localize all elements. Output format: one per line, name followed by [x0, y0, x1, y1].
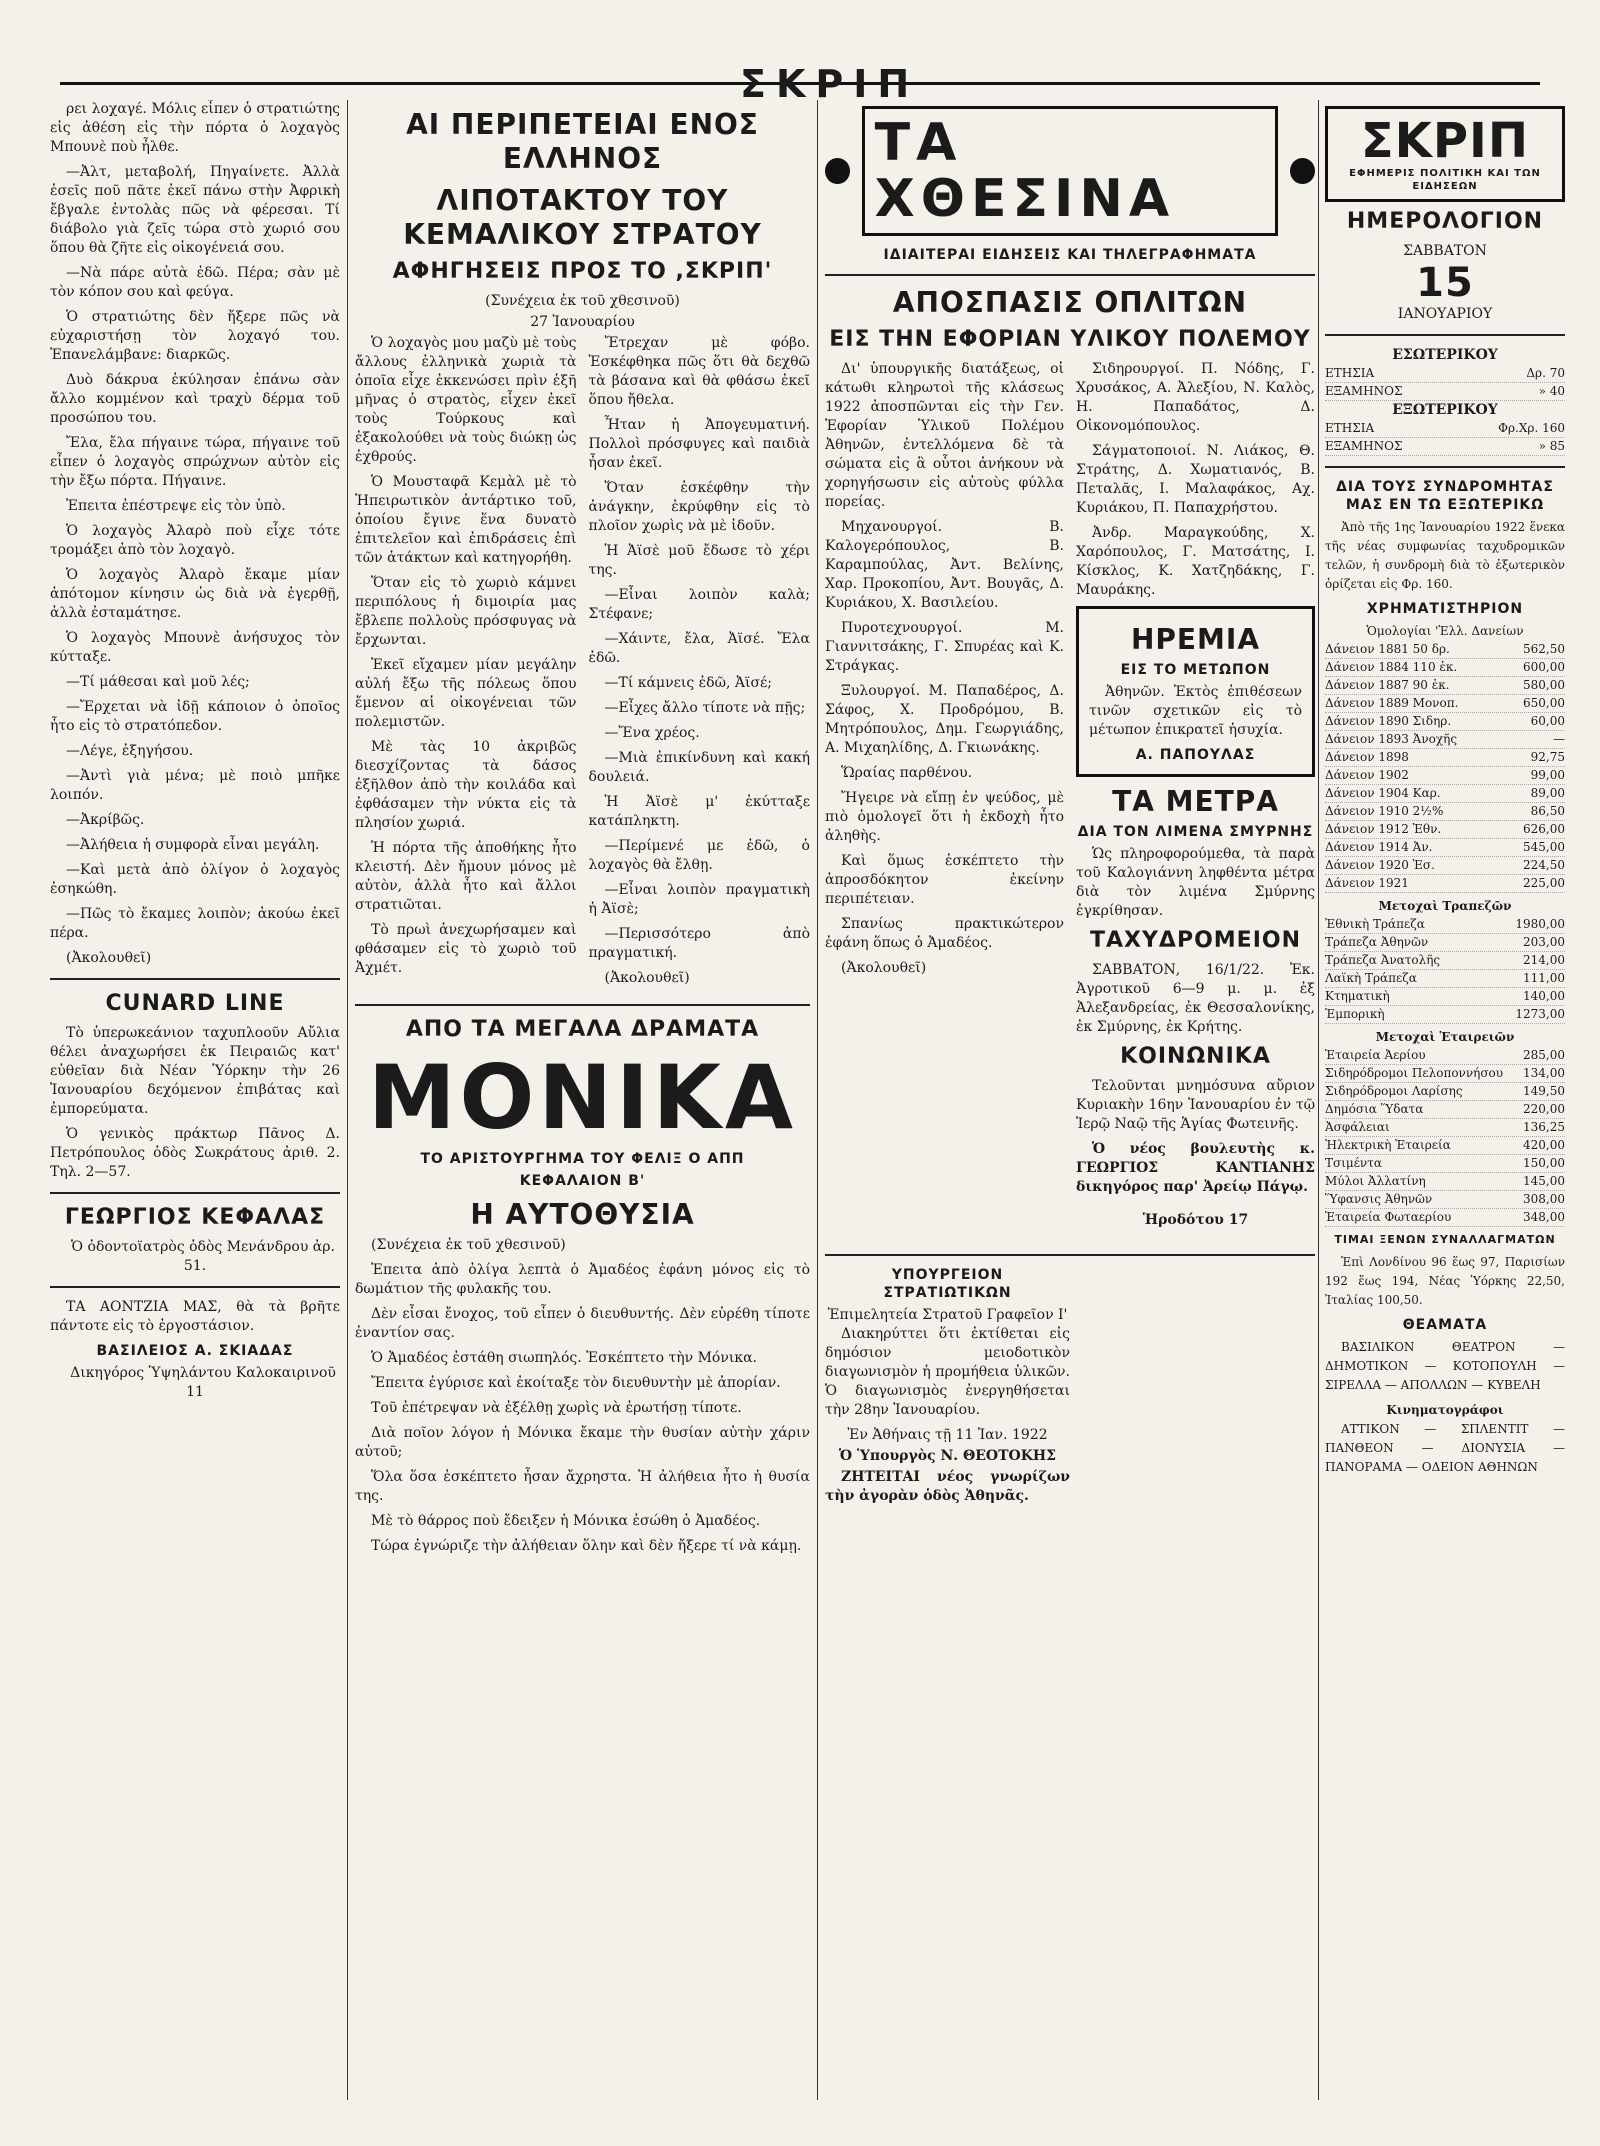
subscription-domestic: ΕΣΩΤΕΡΙΚΟΥ — [1392, 347, 1498, 363]
price-label: Σιδηρόδρομοι Λαρίσης — [1325, 1084, 1463, 1098]
price-label: ΕΤΗΣΙΑ — [1325, 421, 1375, 435]
price-row — [1325, 1101, 1565, 1119]
price-row — [1325, 934, 1565, 952]
paragraph: Ἔπειτα ἐγύρισε καὶ ἐκοίταξε τὸν διευθυντὴν μὲ ἀπορίαν. — [371, 1375, 781, 1391]
price-label: Δημόσια Ὕδατα — [1325, 1102, 1424, 1116]
price-label: Δάνειον 1889 Μονοπ. — [1325, 696, 1459, 710]
story-column-b — [589, 334, 811, 994]
price-row — [1325, 383, 1565, 401]
price-value: — — [1553, 732, 1565, 746]
bullet-icon — [825, 158, 850, 184]
paragraph: Ὁ λοχαγὸς Μπουνὲ ἀνήσυχος τὸν κύτταξε. — [50, 630, 340, 665]
price-label: Δάνειον 1914 Ἀν. — [1325, 840, 1433, 854]
price-label: ΕΞΑΜΗΝΟΣ — [1325, 384, 1403, 398]
divider — [50, 1192, 340, 1194]
market-subtitle: Ὁμολογίαι 'Ἑλλ. Δανείων — [1366, 624, 1524, 638]
paper-subtitle: ΕΦΗΜΕΡΙΣ ΠΟΛΙΤΙΚΗ ΚΑΙ ΤΩΝ ΕΙΔΗΣΕΩΝ — [1349, 168, 1541, 192]
ministry-title: ΥΠΟΥΡΓΕΙΟΝ ΣΤΡΑΤΙΩΤΙΚΩΝ — [883, 1267, 1012, 1301]
price-row — [1325, 749, 1565, 767]
price-label: Δάνειον 1890 Σιδηρ. — [1325, 714, 1452, 728]
paragraph: Μὲ τὰς 10 ἀκριβῶς διεσχίζοντας τὰ δάσος ἐξῆλθον ἀπὸ τὴν κοιλάδα καὶ ἐφθάσαμεν τὴν νύκτα εἰς τὰ πλησίον χωριά. — [355, 739, 577, 831]
price-label: Δάνειον 1881 50 δρ. — [1325, 642, 1450, 656]
paragraph: —Μιὰ ἐπικίνδυνη καὶ κακή δουλειά. — [588, 750, 810, 785]
paragraph: Ἐκεῖ εἴχαμεν μίαν μεγάλην αὐλή ἔξω τῆς πόλεως ὅπου ἔμενον αἱ οἰκογένειαι τῶν πολεμιστῶν. — [355, 657, 577, 730]
post-text: ΣΑΒΒΑΤΟΝ, 16/1/22. Ἐκ. Ἀγροτικοῦ 6—9 μ. μ. ἐξ Ἀλεξανδρείας, ἐκ Θεσσαλονίκης, ἐκ Σμύρνης, ἐκ Κρήτης. — [1076, 962, 1315, 1035]
price-value: 600,00 — [1523, 660, 1565, 674]
price-label: Τράπεζα Ἀνατολῆς — [1325, 953, 1441, 967]
box-front-subtitle: ΕΙΣ ΤΟ ΜΕΤΩΠΟΝ — [1120, 662, 1271, 678]
news-column-left — [825, 360, 1064, 1244]
price-label: Ἀσφάλειαι — [1325, 1120, 1390, 1134]
price-label: Δάνειον 1920 Ἐσ. — [1325, 858, 1435, 872]
paragraph: Ἦταν ἡ Ἀπογευματινή. Πολλοὶ πρόσφυγες καὶ παιδιὰ ἦσαν ἐκεῖ. — [588, 417, 810, 471]
ad-gloves-text: ΤΑ ΑΟΝΤΖΙΑ ΜΑΣ, θὰ τὰ βρῆτε πάντοτε εἰς τὸ ἐργοστάσιον. — [50, 1299, 340, 1334]
divider — [825, 1254, 1315, 1256]
paragraph: Μηχανουργοί. Β. Καλογερόπουλος, Β. Καραμπούλας, Ἀντ. Βελίνης, Χαρ. Προκοπίου, Ἀντ. Βουγᾶς, Δ. Κυριάκου, Χ. Βασιλείου. — [825, 519, 1064, 611]
divider — [50, 978, 340, 980]
bank-prices — [1325, 916, 1565, 1024]
exchange-title: ΤΙΜΑΙ ΞΕΝΩΝ ΣΥΝΑΛΛΑΓΜΑΤΩΝ — [1334, 1233, 1556, 1246]
section-subtitle: ΙΔΙΑΙΤΕΡΑΙ ΕΙΔΗΣΕΙΣ ΚΑΙ ΤΗΛΕΓΡΑΦΗΜΑΤΑ — [883, 247, 1257, 263]
price-row — [1325, 839, 1565, 857]
price-row — [1325, 1065, 1565, 1083]
drama-kicker: ΑΠΟ ΤΑ ΜΕΓΑΛΑ ΔΡΑΜΑΤΑ — [405, 1017, 760, 1042]
price-value: 285,00 — [1523, 1048, 1565, 1062]
price-value: 650,00 — [1523, 696, 1565, 710]
subscription-foreign-rates — [1325, 420, 1565, 456]
story-column-a — [355, 334, 577, 994]
paragraph: Ὥραίας παρθένου. — [841, 765, 973, 781]
calendar-day: ΣΑΒΒΑΤΟΝ — [1403, 243, 1487, 259]
paragraph: —Εἶναι λοιπὸν πραγματικὴ ἡ Ἀϊσὲ; — [588, 882, 810, 917]
price-value: 562,50 — [1523, 642, 1565, 656]
paragraph: Ἀνδρ. Μαραγκούδης, Χ. Χαρόπουλος, Γ. Ματσάτης, Ι. Κίσκλος, Κ. Χατζηδάκης, Γ. Μαυράκης. — [1076, 525, 1315, 598]
paragraph: —Περισσότερο ἀπὸ πραγματική. — [588, 926, 810, 961]
calendar-title: ΗΜΕΡΟΛΟΓΙΟΝ — [1346, 209, 1544, 234]
price-value: Δρ. 70 — [1526, 366, 1565, 380]
column-3 — [825, 100, 1315, 2130]
price-row — [1325, 785, 1565, 803]
theatre-text: ΒΑΣΙΛΙΚΟΝ ΘΕΑΤΡΟΝ — ΔΗΜΟΤΙΚΟΝ — ΚΟΤΟΠΟΥΛΗ — ΣΙΡΕΛΛΑ — ΑΠΟΛΛΩΝ — ΚΥΒΕΛΗ — [1325, 1340, 1565, 1392]
price-value: Φρ.Χρ. 160 — [1498, 421, 1565, 435]
paragraph: —Πῶς τὸ ἔκαμες λοιπὸν; ἀκούω ἐκεῖ πέρα. — [50, 906, 340, 941]
subscription-domestic-rates — [1325, 365, 1565, 401]
price-value: 1980,00 — [1515, 917, 1565, 931]
paragraph: —Τί μάθεσαι καὶ μοῦ λές; — [66, 674, 250, 690]
paragraph: —Εἶχες ἄλλο τίποτε νὰ πῇς; — [604, 700, 806, 716]
paragraph: Τοῦ ἐπέτρεψαν νὰ ἐξέλθῃ χωρὶς νὰ ἐρωτήσῃ τίποτε. — [371, 1400, 742, 1416]
headline-war-material: ΕΙΣ ΤΗΝ ΕΦΟΡΙΑΝ ΥΛΙΚΟΥ ΠΟΛΕΜΟΥ — [829, 327, 1311, 352]
paragraph: Ὁ στρατιώτης δὲν ἤξερε πῶς νὰ εὐχαριστήσῃ τὸν λοχαγό του. Ἐπανελάμβανε: διαρκῶς. — [50, 309, 340, 363]
paragraph: Ὁ λοχαγὸς Ἀλαρὸ ποὺ εἶχε τότε τρομάξει ἀπὸ τὸν λοχαγὸ. — [50, 523, 340, 558]
price-value: 1273,00 — [1515, 1007, 1565, 1021]
ministry-subtitle: Ἐπιμελητεία Στρατοῦ Γραφεῖον Ι' — [827, 1307, 1068, 1323]
price-label: Δάνειον 1912 Ἐθν. — [1325, 822, 1442, 836]
price-row — [1325, 970, 1565, 988]
price-row — [1325, 767, 1565, 785]
price-value: 134,00 — [1523, 1066, 1565, 1080]
price-value: » 85 — [1538, 439, 1565, 453]
paragraph: Ὅταν ἐσκέφθην τὴν ἀνάγκην, ἐκρύφθην εἰς τὸ πλοῖον χωρὶς νὰ μὲ ἰδοῦν. — [588, 480, 810, 534]
paragraph: Ἤγειρε νὰ εἴπῃ ἐν ψεύδος, μὲ πιὸ ὁμολογεῖ ὅτι ἡ ἐκδοχὴ ἦτο ἀληθὴς. — [825, 790, 1064, 844]
paragraph: Καὶ ὅμως ἐσκέπτετο τὴν ἀπροσδόκητον ἐκείνην περιπέτειαν. — [825, 853, 1064, 907]
price-row — [1325, 1083, 1565, 1101]
price-row — [1325, 1137, 1565, 1155]
paragraph: (Ἀκολουθεῖ) — [604, 970, 690, 986]
paragraph: (Ἀκολουθεῖ) — [66, 950, 152, 966]
price-value: 89,00 — [1530, 786, 1565, 800]
headline-adventures: ΑΙ ΠΕΡΙΠΕΤΕΙΑΙ ΕΝΟΣ ΕΛΛΗΝΟΣ — [406, 108, 759, 175]
price-row — [1325, 1047, 1565, 1065]
price-row — [1325, 875, 1565, 893]
society-prices — [1325, 1047, 1565, 1227]
paragraph: —Ἀντὶ γιὰ μένα; μὲ ποιὸ μπῆκε λοιπόν. — [50, 768, 340, 803]
box-front-title: ΗΡΕΜΙΑ — [1130, 623, 1261, 656]
market-title: ΧΡΗΜΑΤΙΣΤΗΡΙΟΝ — [1366, 601, 1524, 617]
price-label: Κτηματικὴ — [1325, 989, 1390, 1003]
section-header — [825, 100, 1315, 242]
price-label: Δάνειον 1902 — [1325, 768, 1409, 782]
price-row — [1325, 857, 1565, 875]
wanted-ad: ΖΗΤΕΙΤΑΙ νέος γνωρίζων τὴν ἀγορὰν ὁδὸς Ἀθηνᾶς. — [825, 1469, 1070, 1504]
divider — [1325, 334, 1565, 336]
price-label: ΕΤΗΣΙΑ — [1325, 366, 1375, 380]
conscript-lists — [1076, 360, 1315, 600]
paragraph: Διὰ ποῖον λόγον ἡ Μόνικα ἔκαμε τὴν θυσίαν αὐτὴν χάριν αὐτοῦ; — [355, 1425, 810, 1460]
social-text: Τελοῦνται μνημόσυνα αὔριον Κυριακὴν 16ην Ἰανουαρίου ἐν τῷ Ἱερῷ Ναῷ τῆς Ἁγίας Φωτεινῆς. — [1076, 1078, 1315, 1132]
column-rule — [347, 100, 348, 2100]
price-label: Λαϊκὴ Τράπεζα — [1325, 971, 1417, 985]
banks-title: Μετοχαὶ Τραπεζῶν — [1378, 899, 1512, 913]
theatre-title: ΘΕΑΜΑΤΑ — [1402, 1317, 1488, 1333]
headline-deserter: ΛΙΠΟΤΑΚΤΟΥ ΤΟΥ ΚΕΜΑΛΙΚΟΥ ΣΤΡΑΤΟΥ — [403, 184, 762, 251]
price-row — [1325, 1191, 1565, 1209]
price-row — [1325, 695, 1565, 713]
drama-chapter: ΚΕΦΑΛΑΙΟΝ Β' — [519, 1173, 646, 1189]
paragraph: —Καὶ μετὰ ἀπὸ ὀλίγον ὁ λοχαγὸς ἐσηκώθη. — [50, 862, 340, 897]
divider — [355, 1004, 810, 1006]
paragraph: Μὲ τὸ θάρρος ποὺ ἔδειξεν ἡ Μόνικα ἐσώθη ὁ Ἀμαδέος. — [371, 1513, 761, 1529]
price-value: 420,00 — [1523, 1138, 1565, 1152]
price-value: 545,00 — [1523, 840, 1565, 854]
divider — [1325, 466, 1565, 468]
ministry-notice — [825, 1266, 1070, 1506]
paragraph: (Συνέχεια ἐκ τοῦ χθεσινοῦ) — [371, 1237, 566, 1253]
price-label: Σιδηρόδρομοι Πελοποννήσου — [1325, 1066, 1504, 1080]
price-label: Ὕφανσις Ἀθηνῶν — [1325, 1192, 1433, 1206]
story-continuation — [50, 100, 340, 968]
price-row — [1325, 438, 1565, 456]
price-label: Τσιμέντα — [1325, 1156, 1382, 1170]
column-4 — [1325, 100, 1565, 2130]
price-row — [1325, 731, 1565, 749]
price-value: 145,00 — [1523, 1174, 1565, 1188]
paragraph: —Ἀλτ, μεταβολή, Πηγαίνετε. Ἀλλὰ ἐσεῖς ποῦ πᾶτε ἐκεῖ πάνω στὴν Ἀφρικὴ ἔβγαλε ἐντολὰς πῶς νὰ φέρεσαι. Τί διάβολο γιὰ ζεῖς τώρα στὸ χωριό σου ὅπου θὰ ζῆτε εἰς οἰκογένειά σου. — [50, 164, 340, 256]
column-1 — [50, 100, 340, 2130]
paragraph: Ἐπειτα ἀπὸ ὀλίγα λεπτὰ ὁ Ἀμαδέος ἐφάνη μόνος εἰς τὸ δωμάτιον τῆς φυλακῆς του. — [355, 1262, 810, 1297]
paragraph: Τὸ πρωὶ ἀνεχωρήσαμεν καὶ φθάσαμεν εἰς τὸ χωριὸ τοῦ Ἀχμέτ. — [355, 922, 577, 976]
social-title: ΚΟΙΝΩΝΙΚΑ — [1120, 1044, 1271, 1069]
drama-byline: ΤΟ ΑΡΙΣΤΟΥΡΓΗΜΑ ΤΟΥ ΦΕΛΙΞ Ο ΑΠΠ — [420, 1151, 745, 1167]
paragraph: —Χάιντε, ἔλα, Ἀϊσέ. Ἔλα ἐδῶ. — [588, 631, 810, 666]
paragraph: ρει λοχαγέ. Μόλις εἶπεν ὁ στρατιώτης εἰς ἀθέση εἰς τὴν πόρτα ὁ λοχαγὸς Μπουνὲ ποὺ ἦλθε. — [50, 101, 340, 155]
drama-title: ΜΟΝΙΚΑ — [367, 1046, 798, 1149]
paragraph: —Ἔνα χρέος. — [604, 725, 700, 741]
paragraph: —Λέγε, ἐξηγήσου. — [66, 743, 194, 759]
measures-text: Ὡς πληροφορούμεθα, τὰ παρὰ τοῦ Καλογιάννη ληφθέντα μέτρα διὰ τὸν λιμένα Σμύρνης ἐγκρίθησαν. — [1076, 846, 1315, 919]
measures-subtitle: ΔΙΑ ΤΟΝ ΛΙΜΕΝΑ ΣΜΥΡΝΗΣ — [1077, 824, 1314, 840]
price-label: Δάνειον 1893 Ἀνοχῆς — [1325, 732, 1458, 746]
paragraph: Σιδηρουργοί. Π. Νόδης, Γ. Χρυσάκος, Α. Ἀλεξίου, Ν. Καλὸς, Η. Παπαδάτος, Δ. Οἰκονομόπουλος. — [1076, 361, 1315, 434]
price-value: » 40 — [1538, 384, 1565, 398]
cinema-text: ΑΤΤΙΚΟΝ — ΣΠΛΕΝΤΙΤ — ΠΑΝΘΕΟΝ — ΔΙΟΝΥΣΙΑ — ΠΑΝΟΡΑΜΑ — ΟΔΕΙΟΝ ΑΘΗΝΩΝ — [1325, 1422, 1565, 1474]
subscription-foreign: ΕΞΩΤΕΡΙΚΟΥ — [1392, 402, 1498, 418]
masthead-title: ΣΚΡΙΠ — [740, 62, 920, 106]
paragraph: Σπανίως πρακτικώτερον ἐφάνη ὅπως ὁ Ἀμαδέος. — [825, 916, 1064, 951]
price-label: ΕΞΑΜΗΝΟΣ — [1325, 439, 1403, 453]
ad-skiadas-title: ΒΑΣΙΛΕΙΟΣ Α. ΣΚΙΑΔΑΣ — [96, 1343, 294, 1359]
paragraph: Ἡ Ἀϊσὲ μοῦ ἔδωσε τὸ χέρι της. — [588, 543, 810, 578]
ad-kefalas-title: ΓΕΩΡΓΙΟΣ ΚΕΦΑΛΑΣ — [64, 1205, 326, 1230]
price-value: 136,25 — [1523, 1120, 1565, 1134]
price-value: 92,75 — [1530, 750, 1565, 764]
price-value: 626,00 — [1523, 822, 1565, 836]
dateline: 27 Ἰανουαρίου — [530, 314, 635, 330]
price-value: 140,00 — [1523, 989, 1565, 1003]
ministry-date: Ἐν Ἀθήναις τῇ 11 Ἰαν. 1922 — [847, 1427, 1048, 1443]
box-front-calm — [1076, 606, 1315, 777]
price-label: Δάνειον 1884 110 ἐκ. — [1325, 660, 1458, 674]
paragraph: Πυροτεχνουργοί. Μ. Γιαννιτσάκης, Γ. Σπυρέας καὶ Κ. Στράγκας. — [825, 620, 1064, 674]
paragraph: Ἔτρεχαν μὲ φόβο. Ἐσκέφθηκα πῶς ὅτι θὰ δεχθῶ τὰ βάσανα καὶ θὰ φθάσω ἐκεῖ ὅπου ἤθελα. — [588, 335, 810, 408]
price-label: Δάνειον 1910 2½% — [1325, 804, 1444, 818]
price-label: Ἐμπορικὴ — [1325, 1007, 1385, 1021]
ad-cunard-agent: Ὁ γενικὸς πράκτωρ Πᾶνος Δ. Πετρόπουλος ὁδὸς Σωκράτους ἀριθ. 2. Τηλ. 2—57. — [50, 1126, 340, 1180]
bond-prices — [1325, 641, 1565, 893]
price-row — [1325, 952, 1565, 970]
price-row — [1325, 1155, 1565, 1173]
price-label: Δάνειον 1887 90 ἐκ. — [1325, 678, 1450, 692]
paragraph: Ξυλουργοί. Μ. Παπαδέρος, Δ. Σάφος, Χ. Προδρόμου, Β. Μητρόπουλος, Δημ. Γεωργιάδης, Α. Μιχαηλίδης, Δ. Γκιωνάκης. — [825, 683, 1064, 756]
paragraph: —Εἶναι λοιπὸν καλὰ; Στέφανε; — [588, 587, 810, 622]
paragraph: Ἡ πόρτα τῆς ἀποθήκης ἦτο κλειστή. Δὲν ἤμουν μόνος μὲ αὐτὸν, ἀλλὰ ἦτο καὶ ἄλλοι στρατιῶται. — [355, 840, 577, 913]
price-row — [1325, 988, 1565, 1006]
price-label: Ἠλεκτρικὴ Ἑταιρεία — [1325, 1138, 1451, 1152]
paragraph: —Τί κάμνεις ἐδῶ, Ἀϊσέ; — [604, 675, 773, 691]
price-row — [1325, 821, 1565, 839]
bullet-icon — [1290, 158, 1315, 184]
ad-cunard-title: CUNARD LINE — [105, 991, 285, 1016]
paragraph: Ἡ Ἀϊσὲ μ' ἐκύτταξε κατάπληκτη. — [588, 794, 810, 829]
price-value: 99,00 — [1530, 768, 1565, 782]
price-label: Ἑταιρεία Φωταερίου — [1325, 1210, 1452, 1224]
news-body — [825, 360, 1315, 1244]
paragraph: Τώρα ἐγνώριζε τὴν ἀλήθειαν ὅλην καὶ δὲν ἤξερε τί νὰ κάμῃ. — [371, 1538, 802, 1554]
price-value: 149,50 — [1523, 1084, 1565, 1098]
box-front-signature: Α. ΠΑΠΟΥΛΑΣ — [1135, 747, 1256, 763]
price-label: Δάνειον 1921 — [1325, 876, 1409, 890]
kantianis-address: Ἡροδότου 17 — [1142, 1212, 1249, 1228]
calendar-month: ΙΑΝΟΥΑΡΙΟΥ — [1397, 306, 1493, 322]
price-row — [1325, 677, 1565, 695]
paragraph: Ἔλα, ἔλα πήγαινε τώρα, πήγαινε τοῦ εἶπεν ὁ λοχαγὸς σπρώχνων αὐτὸν εἰς τὴν ἔξω πόρτα. Πήγαινε. — [50, 435, 340, 489]
price-value: 111,00 — [1523, 971, 1565, 985]
price-label: Δάνειον 1898 — [1325, 750, 1409, 764]
price-value: 348,00 — [1523, 1210, 1565, 1224]
price-row — [1325, 1173, 1565, 1191]
paragraph: Δὲν εἶσαι ἔνοχος, τοῦ εἶπεν ὁ διευθυντής. Δὲν εὑρέθη τίποτε ἐναντίον σας. — [355, 1306, 810, 1341]
paragraph: Ὅλα ὅσα ἐσκέπτετο ἦσαν ἄχρηστα. Ἡ ἀλήθεια ἦτο ἡ θυσία της. — [355, 1469, 810, 1504]
ad-cunard-text: Τὸ ὑπερωκεάνιον ταχυπλοοῦν Αὔλια θέλει ἀναχωρήσει ἐκ Πειραιῶς κατ' εὐθεῖαν διὰ Νέαν Ὑόρκην τὴν 26 Ἰανουαρίου δεχόμενον ἐπιβάτας καὶ ἐμπορεύματα. — [50, 1025, 340, 1117]
column-2 — [355, 100, 810, 2130]
kantianis-notice: Ὁ νέος βουλευτὴς κ. ΓΕΩΡΓΙΟΣ ΚΑΝΤΙΑΝΗΣ δικηγόρος παρ' Ἀρείῳ Πάγῳ. — [1076, 1141, 1315, 1195]
paragraph: —Ἀλήθεια ἡ συμφορὰ εἶναι μεγάλη. — [66, 837, 320, 853]
box-front-text: Ἀθηνῶν. Ἐκτὸς ἐπιθέσεων τινῶν σχετικῶν εἰς τὸ μέτωπον ἐπικρατεῖ ἡσυχία. — [1089, 684, 1302, 738]
price-label: Τράπεζα Ἀθηνῶν — [1325, 935, 1429, 949]
subheadline-narration: ΑΦΗΓΗΣΕΙΣ ΠΡΟΣ ΤΟ ,ΣΚΡΙΠ' — [392, 259, 773, 284]
paragraph: —Ἔρχεται νὰ ἰδῇ κάποιον ὁ ὁποῖος ἦτο εἰς τὸ στρατόπεδον. — [50, 699, 340, 734]
measures-title: ΤΑ ΜΕΤΡΑ — [1112, 785, 1279, 818]
masthead-box — [1325, 106, 1565, 202]
paragraph: Δυὸ δάκρυα ἐκύλησαν ἐπάνω σὰν ἄλλο κομμένον καὶ τραχὺ δέρμα τοῦ προσώπου του. — [50, 372, 340, 426]
exchange-text: Ἐπὶ Λονδίνου 96 ἕως 97, Παρισίων 192 ἕως 194, Νέας Ὑόρκης 22,50, Ἰταλίας 100,50. — [1325, 1255, 1565, 1307]
paragraph: (Ἀκολουθεῖ) — [841, 960, 927, 976]
paragraph: —Νὰ πάρε αὐτὰ ἐδῶ. Πέρα; σὰν μὲ τὸν κόπον σου καὶ φεύγα. — [50, 265, 340, 300]
story-body — [355, 334, 810, 994]
calendar-date: 15 — [1416, 260, 1474, 306]
price-value: 203,00 — [1523, 935, 1565, 949]
column-rule — [817, 100, 818, 2100]
paragraph: —Ἀκρίβῶς. — [66, 812, 145, 828]
price-label: Ἑταιρεία Ἀερίου — [1325, 1048, 1426, 1062]
drama-body — [355, 1236, 810, 1556]
divider — [50, 1286, 340, 1288]
price-row — [1325, 713, 1565, 731]
ministry-signature: Ὁ Ὑπουργὸς Ν. ΘΕΟΤΟΚΗΣ — [839, 1448, 1056, 1464]
news-column-right — [1076, 360, 1315, 1244]
headline-detachment: ΑΠΟΣΠΑΣΙΣ ΟΠΛΙΤΩΝ — [892, 286, 1248, 319]
price-row — [1325, 1119, 1565, 1137]
post-title: ΤΑΧΥΔΡΟΜΕΙΟΝ — [1090, 928, 1301, 953]
paragraph: Ὁ λοχαγὸς Ἀλαρὸ ἔκαμε μίαν ἀπότομον κίνησιν ὡς διὰ νὰ ἐγερθῇ, ἀλλὰ ἐσταμάτησε. — [50, 567, 340, 621]
notice-text: Ἀπὸ τῆς 1ης Ἰανουαρίου 1922 ἕνεκα τῆς νέας συμφωνίας ταχυδρομικῶν τελῶν, ἡ συνδρομὴ διὰ τὸ ἐξωτερικὸν ὁρίζεται εἰς Φρ. 160. — [1325, 520, 1565, 591]
price-row — [1325, 659, 1565, 677]
section-title: ΤΑ ΧΘΕΣΙΝΑ — [862, 106, 1279, 236]
price-label: Μύλοι Ἀλλατίνη — [1325, 1174, 1426, 1188]
column-rule — [1318, 100, 1319, 2100]
price-value: 220,00 — [1523, 1102, 1565, 1116]
continuation-note: (Συνέχεια ἐκ τοῦ χθεσινοῦ) — [485, 293, 680, 309]
paragraph: Ὁ Ἀμαδέος ἐστάθη σιωπηλός. Ἐσκέπτετο τὴν Μόνικα. — [371, 1350, 758, 1366]
price-label: Ἐθνικὴ Τράπεζα — [1325, 917, 1425, 931]
price-row — [1325, 1209, 1565, 1227]
paragraph: —Περίμενέ με ἐδῶ, ὁ λοχαγὸς θὰ ἔλθῃ. — [588, 838, 810, 873]
price-row — [1325, 365, 1565, 383]
divider — [825, 274, 1315, 276]
paragraph: Ὁ λοχαγὸς μου μαζὺ μὲ τοὺς ἄλλους ἐλληνικὰ χωριὰ τὰ ὁποῖα εἶχε ἐκκενώσει πρὶν ἑξῆ μῆνας ὁ στρατὸς, εἶχεν ἐκεῖ τοὺς Τούρκους καὶ ἐξακολούθει νὰ τοὺς διώκῃ ὡς ἐχθρούς. — [355, 335, 577, 465]
paragraph: Ἐπειτα ἐπέστρεψε εἰς τὸν ὑπὸ. — [66, 498, 286, 514]
price-value: 224,50 — [1523, 858, 1565, 872]
ministry-text: Διακηρύττει ὅτι ἐκτίθεται εἰς δημόσιον μειοδοτικὸν διαγωνισμὸν ἡ προμήθεια ὑλικῶν. Ὁ διαγωνισμὸς ἐνεργηθήσεται τὴν 28ην Ἰανουαρίου. — [825, 1326, 1070, 1418]
price-value: 225,00 — [1523, 876, 1565, 890]
cinema-title: Κινηματογράφοι — [1386, 1403, 1504, 1417]
price-value: 86,50 — [1530, 804, 1565, 818]
paper-title: ΣΚΡΙΠ — [1360, 113, 1530, 169]
ad-skiadas-text: Δικηγόρος Ὑψηλάντου Καλοκαιρινοῦ 11 — [70, 1365, 336, 1400]
societies-title: Μετοχαὶ Ἑταιρειῶν — [1375, 1030, 1515, 1044]
price-row — [1325, 803, 1565, 821]
price-value: 214,00 — [1523, 953, 1565, 967]
price-value: 580,00 — [1523, 678, 1565, 692]
price-row — [1325, 641, 1565, 659]
price-row — [1325, 1006, 1565, 1024]
price-value: 308,00 — [1523, 1192, 1565, 1206]
price-value: 150,00 — [1523, 1156, 1565, 1170]
paragraph: Ὅταν εἰς τὸ χωριὸ κάμνει περιπόλους ἡ διμοιρία μας ἔβλεπε πολλοὺς πρόσφυγας νὰ ἔρχωνται. — [355, 575, 577, 648]
price-row — [1325, 916, 1565, 934]
price-value: 60,00 — [1530, 714, 1565, 728]
price-label: Δάνειον 1904 Καρ. — [1325, 786, 1441, 800]
price-row — [1325, 420, 1565, 438]
paragraph: Ὁ Μουσταφᾶ Κεμὰλ μὲ τὸ Ἠπειρωτικὸν ἀντάρτικο τοῦ, ὁποίου ἔγινε ἕνα δυνατὸ ἐπιτελεῖον καὶ ἐπιδράσεις ἐπὶ τῶν ἀτάκτων καὶ κατηγορήθη. — [355, 474, 577, 566]
ad-kefalas-text: Ὁ ὀδοντοϊατρὸς ὁδὸς Μενάνδρου ἀρ. 51. — [71, 1239, 335, 1274]
paragraph: Δι' ὑπουργικῆς διατάξεως, οἱ κάτωθι κληρωτοὶ τῆς κλάσεως 1922 ἀποσπῶνται εἰς τὴν Γεν. Ἐφορίαν Ὑλικοῦ Πολέμου Ἀθηνῶν, ἐντελλόμενα δὲ τὰ σώματα εἰς ἃ οὗτοι ἀνήκουν νὰ χορηγήσωσιν εἰς αὐτοὺς φύλλα πορείας. — [825, 361, 1064, 510]
paragraph: Σάγματοποιοί. Ν. Λιάκος, Θ. Στράτης, Δ. Χωματιανός, Β. Πεταλᾶς, Ι. Μαλαφάκος, Αχ. Κυριάκου, Π. Παπαχρήστου. — [1076, 443, 1315, 516]
notice-title: ΔΙΑ ΤΟΥΣ ΣΥΝΔΡΟΜΗΤΑΣ ΜΑΣ ΕΝ ΤΩ ΕΞΩΤΕΡΙΚΩ — [1336, 479, 1554, 513]
drama-subtitle: Η ΑΥΤΟΘΥΣΙΑ — [470, 1198, 695, 1231]
